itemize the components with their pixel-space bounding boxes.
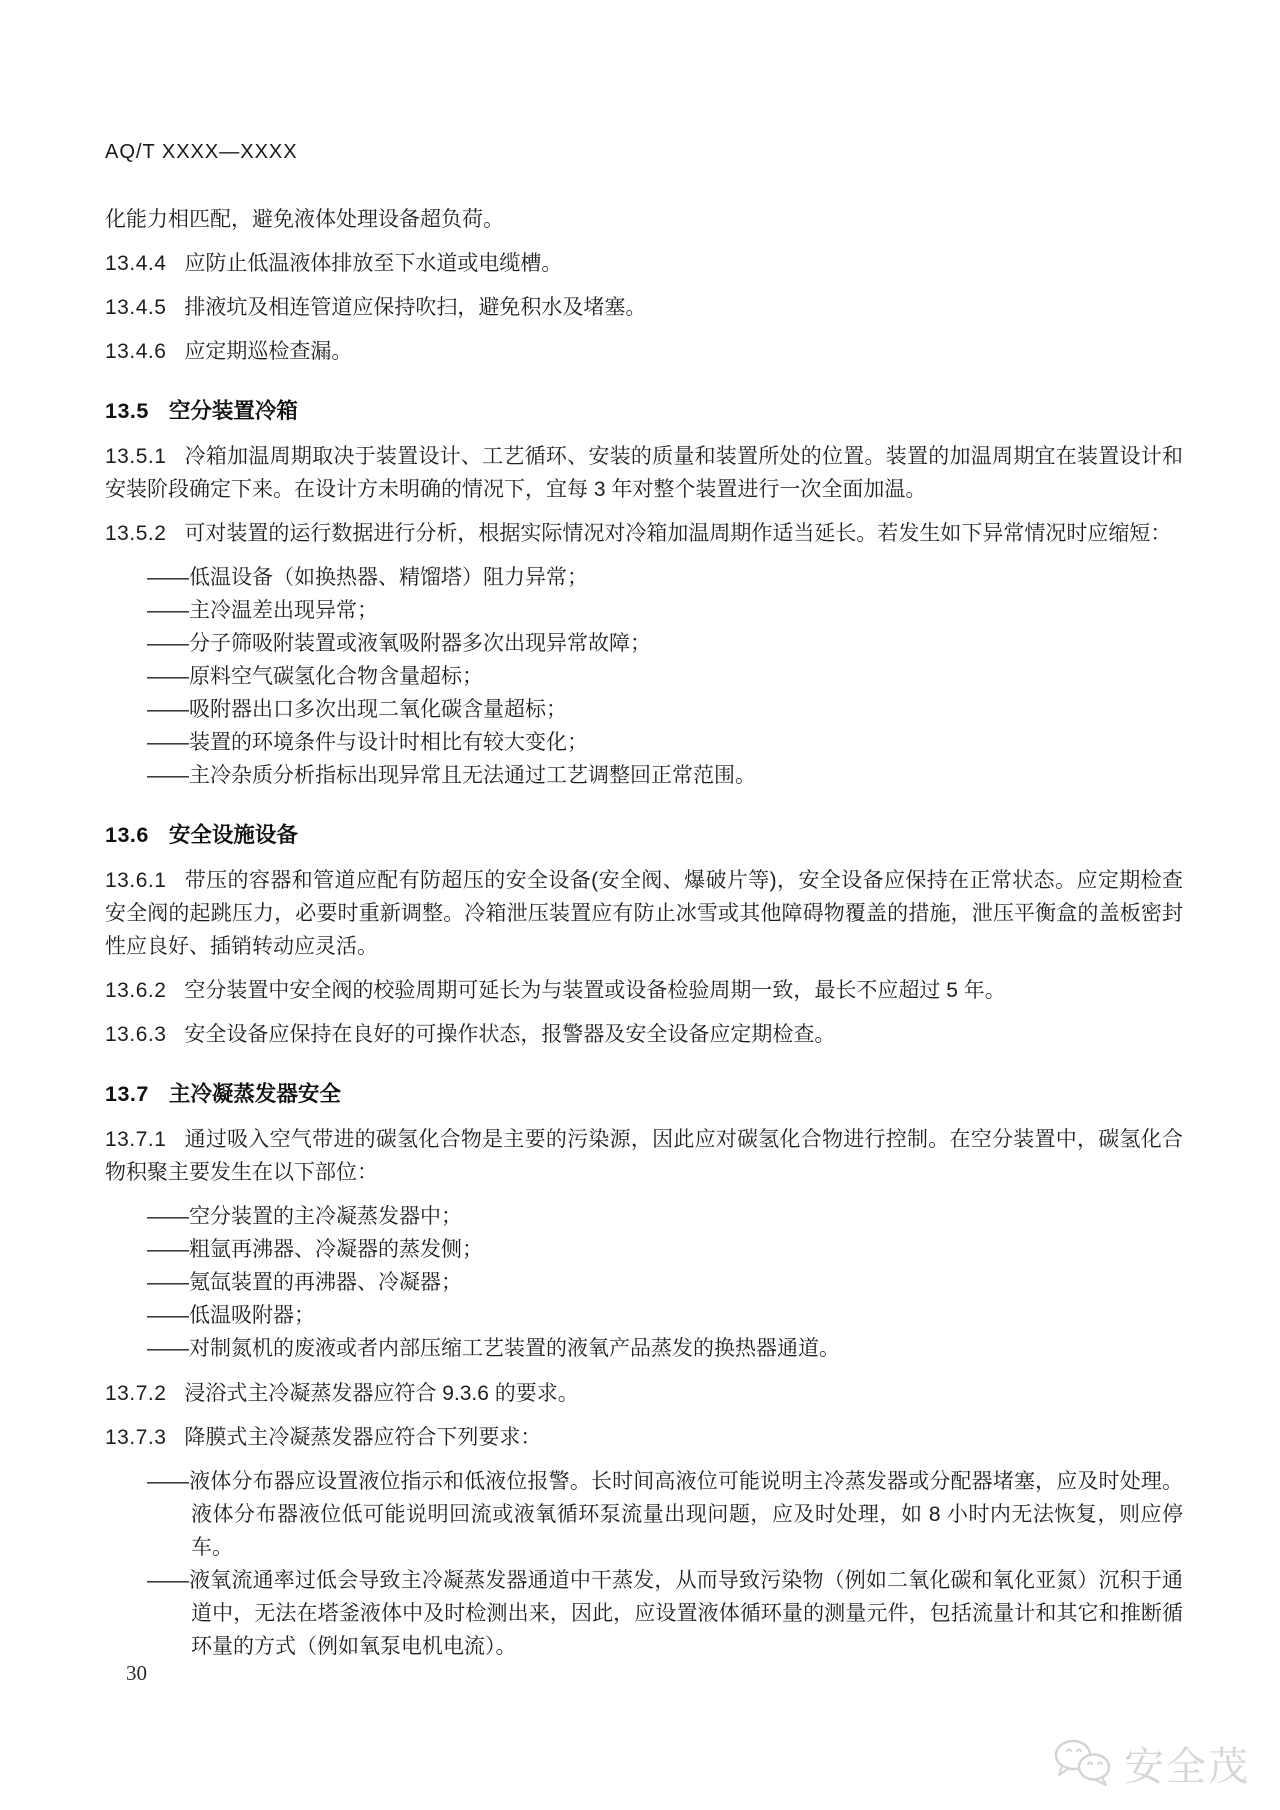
dash-prefix: —— — [147, 665, 189, 688]
dash-prefix: —— — [147, 1337, 189, 1360]
clause-number: 13.6.1 — [105, 869, 167, 892]
dash-prefix: —— — [147, 599, 189, 622]
list-item — [105, 1332, 1183, 1365]
clause-number: 13.7.3 — [105, 1426, 167, 1449]
clause-number: 13.4.4 — [105, 252, 167, 275]
list-item — [105, 759, 1183, 792]
clause-number: 13.6.2 — [105, 979, 167, 1002]
wechat-logo-icon — [1050, 1736, 1116, 1792]
clause-number: 13.4.5 — [105, 296, 167, 319]
clause-number: 13.6.3 — [105, 1023, 167, 1046]
section-number: 13.6 — [105, 823, 149, 847]
clause-text: 排液坑及相连管道应保持吹扫，避免积水及堵塞。 — [184, 296, 647, 319]
clause-13-7-2 — [105, 1377, 1183, 1410]
dash-prefix: —— — [147, 1470, 189, 1493]
document-body — [105, 203, 1183, 1675]
list-item — [105, 627, 1183, 660]
page-number: 30 — [126, 1661, 147, 1685]
dash-prefix: —— — [147, 1271, 189, 1294]
clause-text: 带压的容器和管道应配有防超压的安全设备(安全阀、爆破片等)，安全设备应保持在正常状态。应定期检查安全阀的起跳压力，必要时重新调整。冷箱泄压装置应有防止冰雪或其他障碍物覆盖的措施，泄压平衡盒的盖板密封性应良好、插销转动应灵活。 — [105, 869, 1183, 958]
watermark-label: 安全茂 — [1124, 1745, 1250, 1789]
list-item-text: 吸附器出口多次出现二氧化碳含量超标； — [189, 698, 567, 721]
clause-number: 13.5.2 — [105, 522, 167, 545]
list-item-text: 原料空气碳氢化合物含量超标； — [189, 665, 483, 688]
clause-text: 降膜式主冷凝蒸发器应符合下列要求： — [184, 1426, 542, 1449]
section-heading-13-6 — [105, 819, 1183, 852]
list-item — [105, 1200, 1183, 1233]
clause-13-4-4 — [105, 247, 1183, 280]
list-item — [105, 1233, 1183, 1266]
clause-number: 13.4.6 — [105, 340, 167, 363]
dash-prefix: —— — [147, 1205, 189, 1228]
clause-text: 应定期巡检查漏。 — [184, 340, 353, 363]
clause-number: 13.5.1 — [105, 445, 167, 468]
section-title: 安全设施设备 — [168, 823, 298, 847]
clause-13-6-3 — [105, 1018, 1183, 1051]
section-number: 13.5 — [105, 399, 149, 423]
section-heading-13-5 — [105, 395, 1183, 428]
list-item-text: 低温设备（如换热器、精馏塔）阻力异常； — [189, 566, 588, 589]
dash-prefix: —— — [147, 1238, 189, 1261]
list-item — [105, 594, 1183, 627]
clause-text: 应防止低温液体排放至下水道或电缆槽。 — [184, 252, 563, 275]
list-item — [105, 1564, 1183, 1663]
list-item — [105, 693, 1183, 726]
list-item-text: 分子筛吸附装置或液氧吸附器多次出现异常故障； — [189, 632, 651, 655]
clause-text: 空分装置中安全阀的校验周期可延长为与装置或设备检验周期一致，最长不应超过 5 年。 — [184, 979, 1006, 1002]
dash-prefix: —— — [147, 632, 189, 655]
list-item-text: 粗氩再沸器、冷凝器的蒸发侧； — [189, 1238, 483, 1261]
list-item — [105, 1465, 1183, 1564]
clause-13-6-1 — [105, 864, 1183, 963]
dash-list-accumulation-locations — [105, 1200, 1183, 1365]
clause-13-5-1 — [105, 440, 1183, 506]
clause-13-7-1 — [105, 1123, 1183, 1189]
dash-prefix: —— — [147, 698, 189, 721]
section-title: 主冷凝蒸发器安全 — [168, 1082, 341, 1106]
section-title: 空分装置冷箱 — [168, 399, 298, 423]
list-item-text: 液体分布器应设置液位指示和低液位报警。长时间高液位可能说明主冷蒸发器或分配器堵塞，应及时处理。液体分布器液位低可能说明回流或液氧循环泵流量出现问题，应及时处理，如 8 小时内无法恢复，则应停车。 — [189, 1470, 1183, 1559]
clause-text: 安全设备应保持在良好的可操作状态，报警器及安全设备应定期检查。 — [184, 1023, 836, 1046]
dash-prefix: —— — [147, 1569, 189, 1592]
clause-13-4-5 — [105, 291, 1183, 324]
section-number: 13.7 — [105, 1082, 149, 1106]
dash-list-abnormal-conditions — [105, 561, 1183, 792]
list-item-text: 主冷杂质分析指标出现异常且无法通过工艺调整回正常范围。 — [189, 764, 756, 787]
clause-13-4-6 — [105, 335, 1183, 368]
clause-13-5-2 — [105, 517, 1183, 550]
section-heading-13-7 — [105, 1078, 1183, 1111]
list-item-text: 装置的环境条件与设计时相比有较大变化； — [189, 731, 588, 754]
list-item-text: 主冷温差出现异常； — [189, 599, 378, 622]
document-header: AQ/T XXXX—XXXX — [105, 141, 298, 163]
list-item — [105, 1299, 1183, 1332]
dash-prefix: —— — [147, 731, 189, 754]
clause-text: 可对装置的运行数据进行分析，根据实际情况对冷箱加温周期作适当延长。若发生如下异常情况时应缩短： — [184, 522, 1172, 545]
dash-prefix: —— — [147, 764, 189, 787]
dash-prefix: —— — [147, 566, 189, 589]
clause-text: 通过吸入空气带进的碳氢化合物是主要的污染源，因此应对碳氢化合物进行控制。在空分装置中，碳氢化合物积聚主要发生在以下部位： — [105, 1128, 1183, 1184]
dash-list-falling-film-requirements — [105, 1465, 1183, 1663]
list-item-text: 低温吸附器； — [189, 1304, 315, 1327]
clause-number: 13.7.2 — [105, 1382, 167, 1405]
list-item-text: 氪氙装置的再沸器、冷凝器； — [189, 1271, 462, 1294]
list-item — [105, 660, 1183, 693]
list-item-text: 液氧流通率过低会导致主冷凝蒸发器通道中干蒸发，从而导致污染物（例如二氧化碳和氧化亚氮）沉积于通道中，无法在塔釜液体中及时检测出来，因此，应设置液体循环量的测量元件，包括流量计和其它和推断循环量的方式（例如氧泵电机电流）。 — [189, 1569, 1183, 1658]
list-item — [105, 561, 1183, 594]
clause-text: 冷箱加温周期取决于装置设计、工艺循环、安装的质量和装置所处的位置。装置的加温周期宜在装置设计和安装阶段确定下来。在设计方未明确的情况下，宜每 3 年对整个装置进行一次全面加温。 — [105, 445, 1183, 501]
list-item — [105, 726, 1183, 759]
list-item-text: 空分装置的主冷凝蒸发器中； — [189, 1205, 462, 1228]
watermark — [1050, 1735, 1250, 1792]
clause-number: 13.7.1 — [105, 1128, 167, 1151]
clause-13-6-2 — [105, 974, 1183, 1007]
paragraph-continuation: 化能力相匹配，避免液体处理设备超负荷。 — [105, 208, 504, 231]
clause-text: 浸浴式主冷凝蒸发器应符合 9.3.6 的要求。 — [184, 1382, 579, 1405]
dash-prefix: —— — [147, 1304, 189, 1327]
list-item — [105, 1266, 1183, 1299]
clause-13-7-3 — [105, 1421, 1183, 1454]
list-item-text: 对制氮机的废液或者内部压缩工艺装置的液氧产品蒸发的换热器通道。 — [189, 1337, 840, 1360]
